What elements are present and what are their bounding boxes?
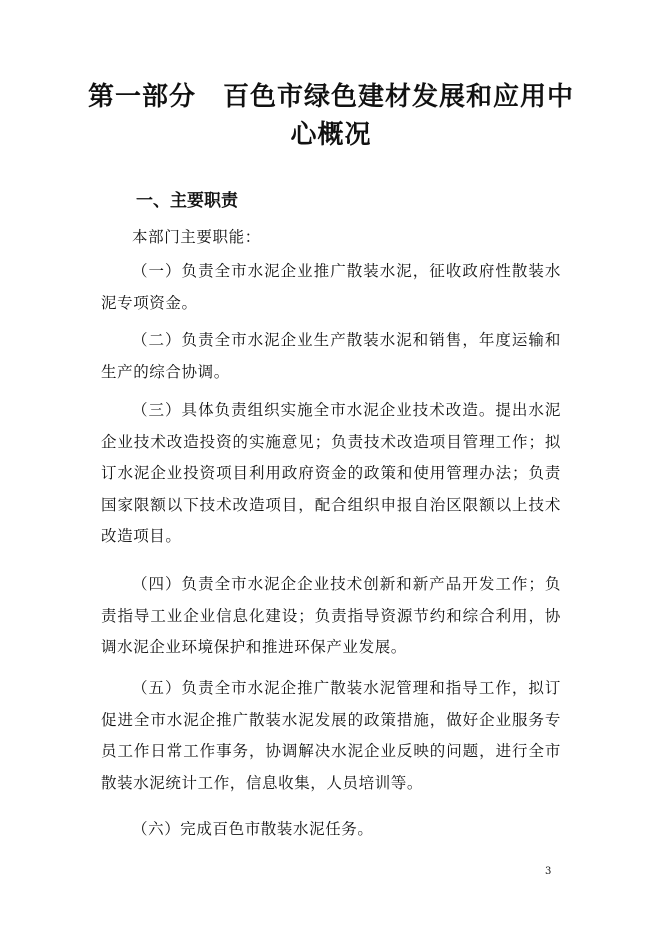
page-number: 3 bbox=[545, 866, 552, 877]
document-title-line-1: 第一部分 百色市绿色建材发展和应用中 bbox=[87, 82, 574, 112]
duty-paragraph-3: （三）具体负责组织实施全市水泥企业技术改造。提出水泥企业技术改造投资的实施意见；负责技术改造项目管理工作；拟订水泥企业投资项目利用政府资金的政策和使用管理办法；负责国家限额以下技术改造项目，配合组织申报自治区限额以上技术改造项目。 bbox=[101, 401, 561, 545]
duty-paragraph-6: （六）完成百色市散装水泥任务。 bbox=[132, 820, 374, 838]
section-heading-main-duties: 一、主要职责 bbox=[136, 191, 238, 211]
intro-paragraph: 本部门主要职能： bbox=[132, 228, 261, 246]
document-title-line-2: 心概况 bbox=[290, 120, 372, 150]
duty-paragraph-5: （五）负责全市水泥企推广散装水泥管理和指导工作，拟订促进全市水泥企推广散装水泥发展的政策措施，做好企业服务专员工作日常工作事务，协调解决水泥企业反映的问题，进行全市散装水泥统计工作，信息收集，人员培训等。 bbox=[101, 679, 561, 792]
duty-paragraph-4: （四）负责全市水泥企企业技术创新和新产品开发工作；负责指导工业企业信息化建设；负责指导资源节约和综合利用，协调水泥企业环境保护和推进环保产业发展。 bbox=[101, 575, 561, 656]
duty-paragraph-2: （二）负责全市水泥企业生产散装水泥和销售，年度运输和生产的综合协调。 bbox=[101, 331, 561, 381]
duty-paragraph-1: （一）负责全市水泥企业推广散装水泥，征收政府性散装水泥专项资金。 bbox=[101, 262, 561, 312]
